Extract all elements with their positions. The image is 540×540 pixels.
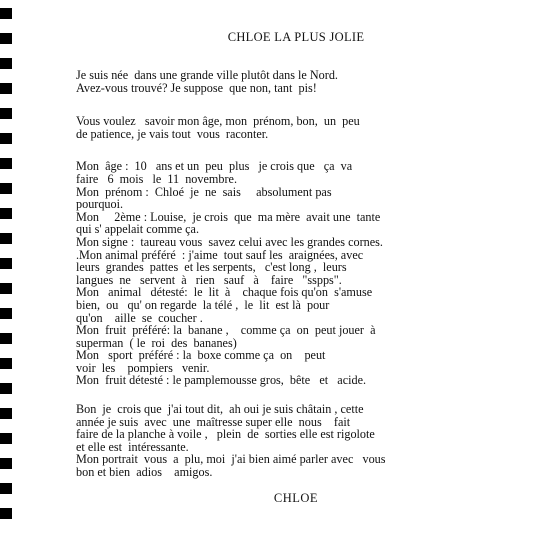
- binding-hole: [0, 83, 12, 94]
- text-line: Mon prénom : Chloé je ne sais absolument pas: [76, 184, 332, 199]
- binding-hole: [0, 433, 12, 444]
- binding-hole: [0, 133, 12, 144]
- text-line: et elle est intéressante.: [76, 439, 189, 454]
- text-line: Mon signe : taureau vous savez celui avec les grandes cornes.: [76, 234, 383, 249]
- paragraph-patience: [76, 115, 516, 140]
- text-line: Mon âge : 10 ans et un peu plus je crois que ça va: [76, 159, 353, 174]
- document-page: [76, 30, 516, 506]
- signature: CHLOE: [273, 490, 319, 505]
- binding-hole: [0, 258, 12, 269]
- text-line: Mon 2ème : Louise, je crois que ma mère avait une tante: [76, 209, 381, 224]
- binding-hole: [0, 358, 12, 369]
- text-line: Mon portrait vous a plu, moi j'ai bien aimé parler avec vous: [76, 452, 386, 467]
- text-line: faire de la planche à voile , plein de sorties elle est rigolote: [76, 427, 375, 442]
- text-line: bon et bien adios amigos.: [76, 465, 213, 480]
- text-line: superman ( le roi des bananes): [76, 335, 237, 350]
- text-line: Je suis née dans une grande ville plutôt dans le Nord.: [76, 68, 338, 82]
- binding-hole: [0, 483, 12, 494]
- text-line: Mon fruit préféré: la banane , comme ça on peut jouer à: [76, 323, 376, 338]
- document-title: CHLOE LA PLUS JOLIE: [227, 30, 365, 44]
- spiral-binding: [0, 0, 14, 540]
- text-line: Mon sport préféré : la boxe comme ça on peut: [76, 348, 326, 363]
- binding-hole: [0, 333, 12, 344]
- text-line: Mon animal détesté: le lit à chaque fois qu'on s'amuse: [76, 285, 373, 300]
- text-line: qu'on aille se coucher .: [76, 310, 203, 325]
- text-line: faire 6 mois le 11 novembre.: [76, 171, 237, 186]
- paragraph-closing: [76, 403, 516, 479]
- text-line: Vous voulez savoir mon âge, mon prénom, bon, un peu: [76, 114, 360, 129]
- text-line: Bon je crois que j'ai tout dit, ah oui je suis châtain , cette: [76, 402, 364, 417]
- binding-hole: [0, 8, 12, 19]
- binding-hole: [0, 408, 12, 419]
- text-line: bien, ou qu' on regarde la télé , le lit est là pour: [76, 297, 330, 312]
- paragraph-details: [76, 160, 516, 387]
- text-line: langues ne servent à rien sauf à faire "sspps".: [76, 272, 342, 287]
- binding-hole: [0, 208, 12, 219]
- paragraph-intro: [76, 69, 516, 94]
- binding-hole: [0, 33, 12, 44]
- binding-hole: [0, 383, 12, 394]
- text-line: pourquoi.: [76, 197, 124, 212]
- text-line: année je suis avec une maîtresse super elle nous fait: [76, 414, 351, 429]
- binding-hole: [0, 508, 12, 519]
- text-line: .Mon animal préféré : j'aime tout sauf les araignées, avec: [76, 247, 364, 262]
- text-line: Avez-vous trouvé? Je suppose que non, tant pis!: [76, 80, 317, 95]
- text-line: voir les pompiers venir.: [76, 360, 210, 375]
- binding-hole: [0, 283, 12, 294]
- binding-hole: [0, 108, 12, 119]
- binding-hole: [0, 58, 12, 69]
- binding-hole: [0, 158, 12, 169]
- binding-hole: [0, 233, 12, 244]
- text-line: Mon fruit détesté : le pamplemousse gros, bête et acide.: [76, 373, 367, 388]
- text-line: qui s' appelait comme ça.: [76, 222, 200, 237]
- binding-hole: [0, 308, 12, 319]
- text-line: de patience, je vais tout vous raconter.: [76, 126, 269, 141]
- binding-hole: [0, 183, 12, 194]
- text-line: leurs grandes pattes et les serpents, c'est long , leurs: [76, 260, 347, 275]
- binding-hole: [0, 458, 12, 469]
